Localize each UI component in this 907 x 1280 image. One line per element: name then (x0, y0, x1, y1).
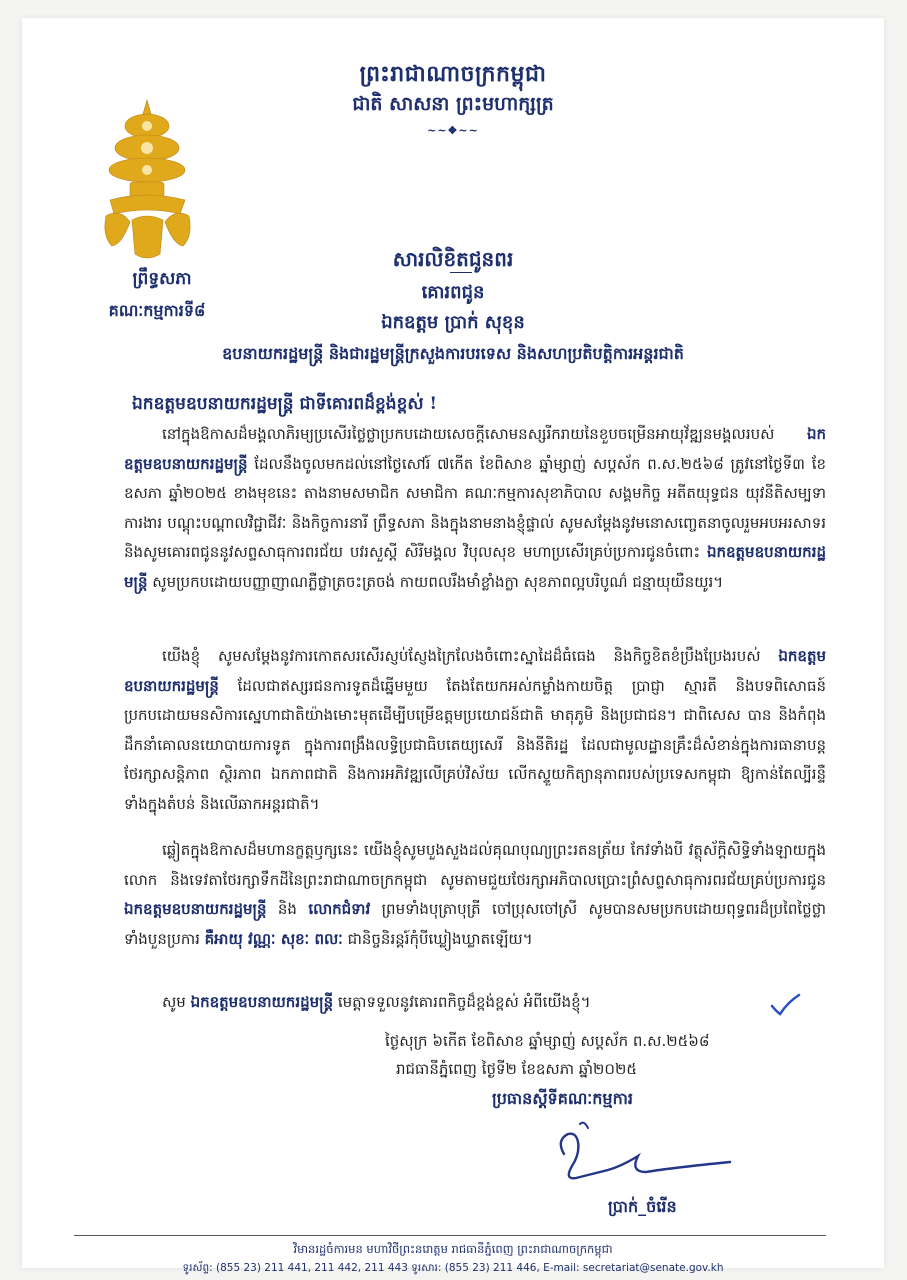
recipient-title: ឧបនាយករដ្ឋមន្ត្រី និងជារដ្ឋមន្ត្រីក្រសួងការបរទេស និងសហប្រតិបត្តិការអន្តរជាតិ (222, 344, 684, 363)
commission-name: គណៈកម្មការទី៨ (108, 301, 206, 320)
body-paragraph: នៅក្នុងឱកាសដ៏មង្គលាភិរម្យប្រសើរថ្លៃថ្លាប្រកបដោយសេចក្ដីសោមនស្សរីករាយនៃខួបចម្រើនអាយុវ័ឌ្ឍនមង្គលរបស់ ឯកឧត្តមឧបនាយករដ្ឋមន្ត្រី ដែលនឹងចូលមកដល់នៅថ្ងៃសៅរ៍ ៧កើត ខែពិសាខ ឆ្នាំម្សាញ់ សប្តស័ក ព.ស.២៥៦៨ ត្រូវនៅថ្ងៃទី៣ ខែឧសភា ឆ្នាំ២០២៥ ខាងមុខនេះ តាងនាមសមាជិក សមាជិកា គណៈកម្មការសុខាភិបាល សង្គមកិច្ច អតីតយុទ្ធជន យុវនីតិសម្បទា ការងារ បណ្ដុះបណ្ដាលវិជ្ជាជីវៈ និងកិច្ចការនារី ព្រឹទ្ធសភា និងក្នុងនាមនាងខ្ញុំផ្ទាល់ សូមសម្ដែងនូវមនោសញ្ចេតនាចូលរួមអបអរសាទរ និងសូមគោរពជូននូវសព្ទសាធុការពរជ័យ បវរសួស្តី សិរីមង្គល វិបុលសុខ មហាប្រសើរគ្រប់ប្រការជូនចំពោះ ឯកឧត្តមឧបនាយករដ្ឋមន្ត្រី សូមប្រកបដោយបញ្ញាញាណភ្លឺថ្លាត្រចះត្រចង់ កាយពលរឹងមាំខ្លាំងក្លា សុខភាពល្អបរិបូណ៌ ជន្មាយុយឺនយូរ។ (124, 425, 826, 591)
letter-page (22, 18, 884, 1274)
addressed-to-label: គោរពជូន (421, 282, 485, 303)
footer-divider (74, 1235, 826, 1236)
footer-address: វិមានរដ្ឋចំការមន មហាវិថីព្រះនរោត្តម រាជធានីភ្នំពេញ ព្រះរាជាណាចក្រកម្ពុជា (293, 1242, 613, 1256)
organization-name: ព្រឹទ្ធសភា (132, 269, 192, 289)
footer-contact: ទូរស័ព្ទ: (855 23) 211 441, 211 442, 211 443 ទូរសារ: (855 23) 211 446, E-mail: secretariat@senate.gov.kh (182, 1262, 724, 1274)
checkmark-icon (768, 992, 802, 1018)
national-motto: ជាតិ សាសនា ព្រះមហាក្សត្រ (352, 93, 554, 115)
signature-icon (550, 1116, 740, 1196)
header-ornament: ~~❖~~ (427, 124, 479, 137)
lunar-date: ថ្ងៃសុក្រ ៦កើត ខែពិសាខ ឆ្នាំម្សាញ់ សប្តស័ក ព.ស.២៥៦៨ (385, 1032, 710, 1050)
salutation: ឯកឧត្តមឧបនាយករដ្ឋមន្ត្រី ជាទីគោរពដ៏ខ្ពង់ខ្ពស់ ! (132, 394, 437, 414)
recipient-name: ឯកឧត្តម ប្រាក់ សុខុន (381, 312, 525, 333)
signer-name: ប្រាក់_ចំរើន (608, 1197, 677, 1216)
kingdom-heading: ព្រះរាជាណាចក្រកម្ពុជា (359, 61, 547, 87)
place-and-date: រាជធានីភ្នំពេញ ថ្ងៃទី២ ខែឧសភា ឆ្នាំ២០២៥ (396, 1060, 637, 1078)
signer-title: ប្រធានស្តីទីគណៈកម្មការ (492, 1089, 633, 1108)
closing-paragraph: សូម ឯកឧត្តមឧបនាយករដ្ឋមន្ត្រី មេត្តាទទួលនូវគោរពកិច្ចដ៏ខ្ពង់ខ្ពស់ អំពីយើងខ្ញុំ។ (162, 993, 591, 1011)
body-paragraph: យើងខ្ញុំ សូមសម្ដែងនូវការកោតសរសើរស្ញប់ស្ញែងក្រៃលែងចំពោះស្នាដៃដ៏ធំធេង និងកិច្ចខិតខំប្រឹងប្រែងរបស់ ឯកឧត្តមឧបនាយករដ្ឋមន្ត្រី ដែលជាឥស្សរជនការទូតដ៏ឆ្នើមមួយ តែងតែយកអស់កម្លាំងកាយចិត្ត ប្រាជ្ញា ស្មារតី និងបទពិសោធន៍ ប្រកបដោយមនសិការស្នេហាជាតិយ៉ាងមោះមុតដើម្បីបម្រើឧត្តមប្រយោជន៍ជាតិ មាតុភូមិ និងប្រជាជន។ ជាពិសេស បាន និងកំពុងដឹកនាំគោលនយោបាយការទូត ក្នុងការពង្រឹងលទ្ធិប្រជាធិបតេយ្យសេរី និងនីតិរដ្ឋ ដែលជាមូលដ្ឋានគ្រឹះដ៏សំខាន់ក្នុងការធានាបន្តថែរក្សាសន្តិភាព ស្ថិរភាព ឯកភាពជាតិ និងការអភិវឌ្ឍលើគ្រប់វិស័យ លើកស្ទួយកិត្យានុភាពរបស់ប្រទេសកម្ពុជា ឱ្យកាន់តែល្បីរន្ទឺទាំងក្នុងតំបន់ និងលើឆាកអន្តរជាតិ។ (124, 647, 826, 813)
body-paragraph: ឆ្លៀតក្នុងឱកាសដ៏មហានក្ខត្តឫក្សនេះ យើងខ្ញុំសូមបួងសួងដល់គុណបុណ្យព្រះរតនត្រ័យ កែវទាំងបី វត្ថុស័ក្តិសិទ្ធិទាំងឡាយក្នុងលោក និងទេវតាថែរក្សាទឹកដីនៃព្រះរាជាណាចក្រកម្ពុជា សូមតាមជួយថែរក្សាអភិបាលប្រោះព្រំសព្ទសាធុការពរជ័យគ្រប់ប្រការជូន ឯកឧត្តមឧបនាយករដ្ឋមន្ត្រី និង លោកជំទាវ ព្រមទាំងបុត្រាបុត្រី ចៅប្រុសចៅស្រី សូមបានសមប្រកបដោយពុទ្ធពរដ៏ប្រពៃថ្លៃថ្លាទាំងបួនប្រការ គឺអាយុ វណ្ណៈ សុខៈ ពលៈ ជានិច្ចនិរន្តរ៍កុំបីឃ្លៀងឃ្លាតឡើយ។ (124, 841, 826, 948)
divider (450, 272, 472, 273)
document-title: សារលិខិតជូនពរ (392, 247, 514, 271)
senate-emblem-icon (100, 96, 195, 266)
